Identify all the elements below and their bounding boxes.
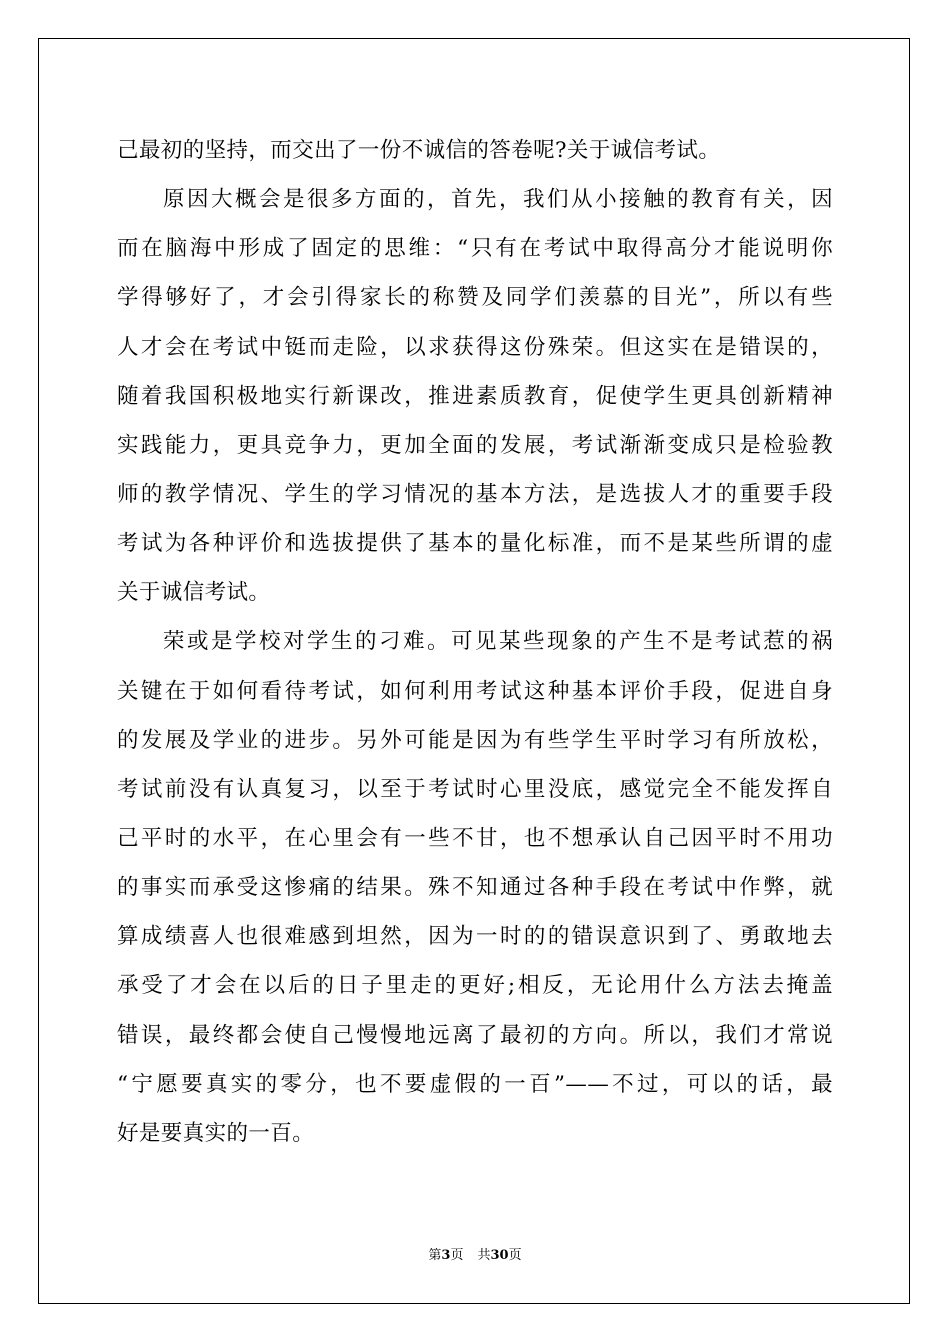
text-line: 的事实而承受这惨痛的结果。殊不知通过各种手段在考试中作弊，就 (117, 875, 833, 901)
text-line: 学得够好了，才会引得家长的称赞及同学们羡慕的目光”，所以有些 (117, 285, 833, 311)
text-line: 实践能力，更具竞争力，更加全面的发展，考试渐渐变成只是检验教 (117, 432, 833, 458)
page-prefix: 第 (428, 1248, 442, 1263)
text-line: 考试前没有认真复习，以至于考试时心里没底，感觉完全不能发挥自 (117, 776, 833, 802)
text-line: 师的教学情况、学生的学习情况的基本方法，是选拔人才的重要手段 (117, 481, 833, 507)
text-line: 关键在于如何看待考试，如何利用考试这种基本评价手段，促进自身 (117, 678, 833, 704)
text-line: 人才会在考试中铤而走险，以求获得这份殊荣。但这实在是错误的， (117, 334, 833, 360)
page-footer (0, 1247, 950, 1265)
total-pages: 30 (490, 1248, 509, 1263)
total-prefix: 共 (477, 1248, 491, 1263)
text-line: “宁愿要真实的零分，也不要虚假的一百”——不过，可以的话，最 (117, 1071, 833, 1097)
text-line: 错误，最终都会使自己慢慢地远离了最初的方向。所以，我们才常说 (117, 1022, 833, 1048)
document-body (117, 126, 833, 1158)
text-line: 好是要真实的一百。 (117, 1120, 315, 1146)
text-line: 己最初的坚持，而交出了一份不诚信的答卷呢?关于诚信考试。 (117, 138, 721, 163)
text-line: 随着我国积极地实行新课改，推进素质教育，促使学生更具创新精神 (117, 383, 833, 409)
text-line: 考试为各种评价和选拔提供了基本的量化标准，而不是某些所谓的虚 (117, 531, 833, 557)
text-line: 关于诚信考试。 (117, 580, 271, 606)
text-line: 原因大概会是很多方面的，首先，我们从小接触的教育有关，因 (163, 187, 833, 213)
text-line: 承受了才会在以后的日子里走的更好;相反，无论用什么方法去掩盖 (117, 973, 833, 999)
page-suffix: 页 (450, 1248, 464, 1263)
page-number: 3 (441, 1248, 451, 1263)
text-line: 的发展及学业的进步。另外可能是因为有些学生平时学习有所放松， (117, 727, 833, 753)
text-line: 荣或是学校对学生的刁难。可见某些现象的产生不是考试惹的祸 (163, 629, 833, 655)
text-line: 而在脑海中形成了固定的思维：“只有在考试中取得高分才能说明你 (117, 236, 833, 262)
text-line: 己平时的水平，在心里会有一些不甘，也不想承认自己因平时不用功 (117, 825, 833, 851)
text-line: 算成绩喜人也很难感到坦然，因为一时的的错误意识到了、勇敢地去 (117, 924, 833, 950)
total-suffix: 页 (508, 1248, 522, 1263)
